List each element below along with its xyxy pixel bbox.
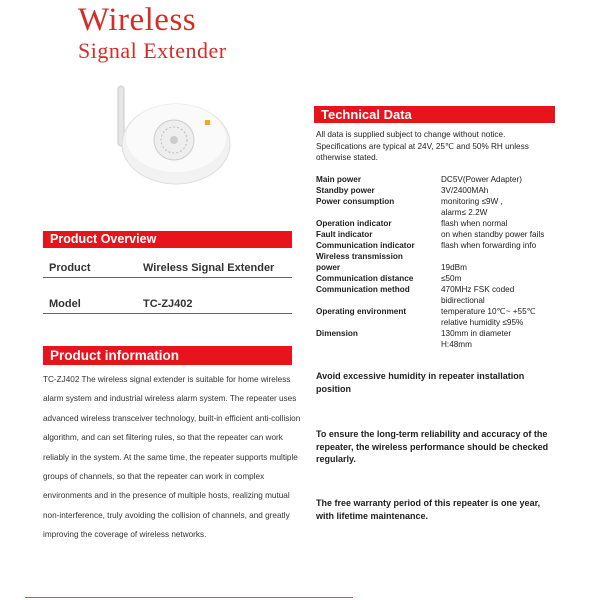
spec-value: [441, 284, 566, 306]
product-overview-heading: Product Overview: [43, 231, 292, 248]
overview-row-model: [43, 294, 292, 314]
spec-value-line: relative humidity ≤95%: [441, 318, 524, 327]
spec-row: [316, 328, 566, 350]
spec-value: [441, 229, 566, 240]
spec-value: [441, 240, 566, 251]
spec-value-line: DC5V(Power Adapter): [441, 175, 522, 184]
product-image: [110, 82, 235, 192]
spec-label: Communication indicator: [316, 241, 415, 250]
spec-value: [441, 273, 566, 284]
spec-value: [441, 196, 566, 218]
spec-row: [316, 273, 566, 284]
spec-value-line: flash when normal: [441, 219, 508, 228]
spec-row: [316, 196, 566, 218]
spec-value-line: 130mm in diameter: [441, 329, 512, 338]
footer-divider: [25, 597, 353, 598]
note-humidity: Avoid excessive humidity in repeater installation position: [316, 371, 525, 394]
note-warranty: The free warranty period of this repeater is one year, with lifetime maintenance.: [316, 498, 541, 521]
note-reliability: To ensure the long-term reliability and accuracy of the repeater, the wireless performance should be checked regularly.: [316, 429, 549, 464]
spec-label: Standby power: [316, 186, 375, 195]
spec-label: Dimension: [316, 329, 358, 338]
title-wireless: Wireless: [78, 2, 197, 38]
spec-value-line: on when standby power fails: [441, 230, 545, 239]
spec-label: power: [316, 263, 341, 272]
technical-data-intro: All data is supplied subject to change without notice. Specifications are typical at 24V, 25℃ and 50% RH unless otherwise stated.: [316, 130, 529, 162]
spec-value: [441, 251, 566, 262]
spec-row: [316, 240, 566, 251]
spec-label: Communication method: [316, 285, 410, 294]
spec-row: [316, 174, 566, 185]
spec-value-line: alarm≤ 2.2W: [441, 208, 488, 217]
spec-value-line: flash when forwarding info: [441, 241, 537, 250]
spec-value: [441, 262, 566, 273]
spec-value-line: H:48mm: [441, 340, 472, 349]
spec-value-line: 3V/2400MAh: [441, 186, 489, 195]
spec-value-line: 470MHz FSK coded: [441, 285, 515, 294]
spec-value: [441, 185, 566, 196]
spec-row: [316, 262, 566, 273]
spec-row: [316, 284, 566, 306]
spec-label: Wireless transmission: [316, 252, 403, 261]
spec-value: [441, 174, 566, 185]
product-information-heading: Product information: [43, 346, 292, 365]
spec-value: [441, 306, 566, 328]
spec-label: Operating environment: [316, 307, 407, 316]
overview-value: TC-ZJ402: [143, 298, 193, 310]
spec-value-line: temperature 10℃~ +55℃: [441, 307, 536, 316]
spec-value-line: 19dBm: [441, 263, 467, 272]
technical-data-heading: Technical Data: [314, 106, 555, 123]
spec-value: [441, 218, 566, 229]
spec-label: Power consumption: [316, 197, 395, 206]
spec-label: Main power: [316, 175, 362, 184]
spec-value-line: monitoring ≤9W ,: [441, 197, 503, 206]
title-signal-extender: Signal Extender: [78, 38, 227, 63]
spec-label: Operation indicator: [316, 219, 392, 228]
overview-row-product: [43, 258, 292, 278]
spec-value: [441, 328, 566, 350]
overview-value: Wireless Signal Extender: [143, 262, 275, 274]
overview-label: Product: [49, 262, 91, 274]
product-information-body: TC-ZJ402 The wireless signal extender is suitable for home wireless alarm system and industrial wireless alarm system. The repeater uses advanced wireless transceiver technology, built-in efficient anti-collision algorithm, and can set filtering rules, so that the repeater can work reliably in the system. At the same time, the repeater supports multiple groups of channels, so that the repeater can work in complex environments and in the presence of multiple hosts, realizing mutual non-interference, truly avoiding the collision of channels, and greatly improving the coverage of wireless networks.: [43, 375, 301, 540]
spec-label: Fault indicator: [316, 230, 373, 239]
overview-label: Model: [49, 298, 81, 310]
spec-row: [316, 229, 566, 240]
spec-row: [316, 185, 566, 196]
spec-row: [316, 306, 566, 328]
spec-label: Communication distance: [316, 274, 414, 283]
spec-value-line: ≤50m: [441, 274, 462, 283]
spec-value-line: bidirectional: [441, 296, 485, 305]
spec-row: [316, 251, 566, 262]
spec-list: [316, 174, 566, 350]
spec-row: [316, 218, 566, 229]
